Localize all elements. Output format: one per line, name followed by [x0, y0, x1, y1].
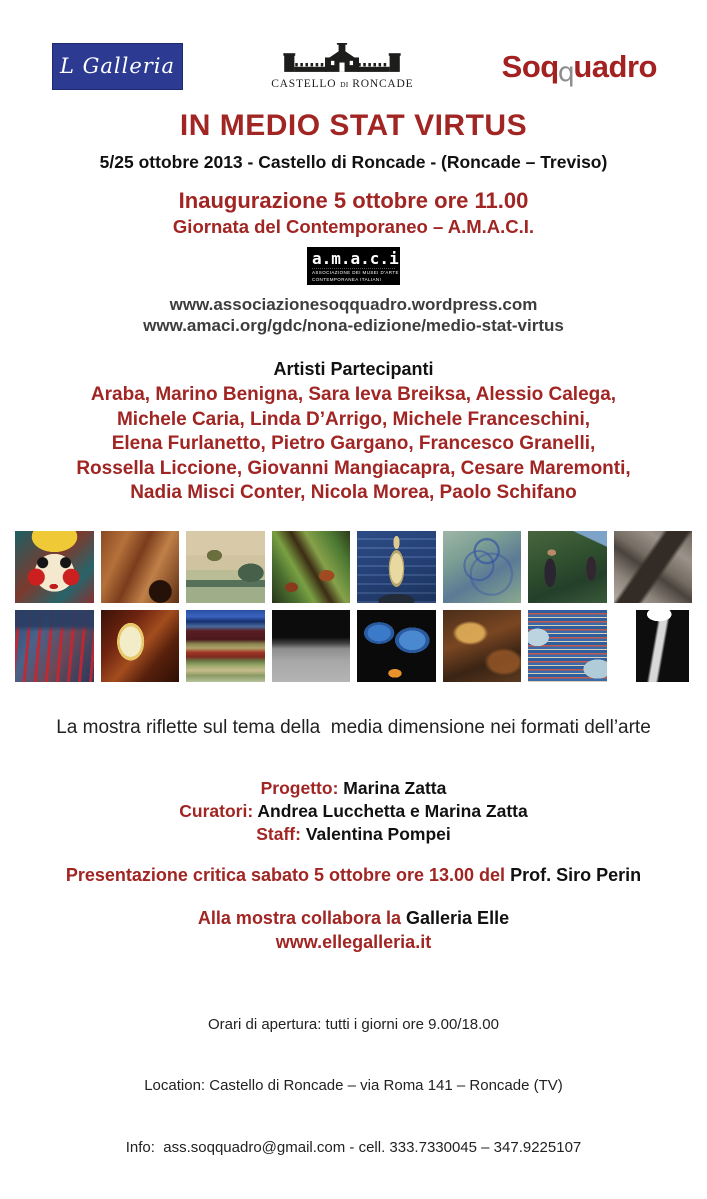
amaci-logo-text: a.m.a.c.i: [312, 250, 395, 269]
artwork-thumbnail-9: [15, 610, 94, 682]
credit-progetto: [0, 777, 707, 800]
artwork-thumbnail-12: [272, 610, 351, 682]
soqquadro-logo-part1: Soq: [502, 49, 559, 84]
artists-line-4: Rossella Liccione, Giovanni Mangiacapra, Cesare Maremonti,: [0, 457, 707, 482]
amaci-caption-line2: CONTEMPORANEA ITALIANI: [312, 277, 395, 283]
artwork-thumbnail-grid: [15, 531, 692, 682]
page-title: IN MEDIO STAT VIRTUS: [0, 109, 707, 143]
artwork-thumbnail-11: [186, 610, 265, 682]
artwork-thumbnail-7: [528, 531, 607, 603]
contact-info-line: Info: ass.soqquadro@gmail.com - cell. 333.7330045 – 347.9225107: [0, 1138, 707, 1159]
website-links: [0, 294, 707, 336]
collaboration-red-text: Alla mostra collabora la: [198, 908, 401, 928]
credit-progetto-label: Progetto:: [261, 778, 339, 798]
artists-list: [0, 383, 707, 506]
galleria-elle-logo: [52, 43, 183, 90]
collaboration-line: [0, 908, 707, 929]
presentation-professor-name: Prof. Siro Perin: [510, 865, 641, 885]
artwork-thumbnail-2: [101, 531, 180, 603]
galleria-elle-logo-text: L Galleria: [60, 54, 175, 78]
artwork-thumbnail-16: [614, 610, 693, 682]
amaci-caption-line1: ASSOCIAZIONE DEI MUSEI D'ARTE: [312, 270, 395, 276]
artwork-thumbnail-14: [443, 610, 522, 682]
artwork-thumbnail-15: [528, 610, 607, 682]
castello-di-roncade-logo: [267, 43, 417, 90]
artwork-thumbnail-1: [15, 531, 94, 603]
critical-presentation-line: [0, 865, 707, 886]
credit-curatori-label: Curatori:: [179, 801, 253, 821]
footer-info-block: [0, 974, 707, 1199]
castle-icon: [282, 43, 402, 77]
inauguration-line: Inaugurazione 5 ottobre ore 11.00: [0, 188, 707, 214]
castello-word: CASTELLO: [271, 78, 336, 90]
giornata-contemporaneo-line: Giornata del Contemporaneo – A.M.A.C.I.: [0, 216, 707, 238]
exhibition-theme-line: La mostra riflette sul tema della media dimensione nei formati dell’arte: [0, 717, 707, 739]
amaci-url-link[interactable]: www.amaci.org/gdc/nona-edizione/medio-stat-virtus: [0, 315, 707, 336]
credit-progetto-value: Marina Zatta: [343, 778, 446, 798]
castello-word-roncade: RONCADE: [352, 78, 413, 90]
location-line: Location: Castello di Roncade – via Roma 141 – Roncade (TV): [0, 1076, 707, 1097]
artwork-thumbnail-13: [357, 610, 436, 682]
credit-staff-value: Valentina Pompei: [306, 824, 451, 844]
artists-line-1: Araba, Marino Benigna, Sara Ieva Breiksa, Alessio Calega,: [0, 383, 707, 408]
credit-curatori-value: Andrea Lucchetta e Marina Zatta: [257, 801, 527, 821]
castello-word-di: DI: [340, 80, 349, 89]
ellegalleria-url-link[interactable]: www.ellegalleria.it: [0, 932, 707, 953]
artwork-thumbnail-4: [272, 531, 351, 603]
soqquadro-logo: [502, 51, 657, 82]
soqquadro-logo-gray-q: q: [558, 57, 575, 88]
credits-block: [0, 777, 707, 846]
artwork-thumbnail-6: [443, 531, 522, 603]
artwork-thumbnail-8: [614, 531, 693, 603]
artists-heading: Artisti Partecipanti: [0, 359, 707, 380]
credit-staff-label: Staff:: [256, 824, 301, 844]
artwork-thumbnail-10: [101, 610, 180, 682]
artists-line-2: Michele Caria, Linda D’Arrigo, Michele Franceschini,: [0, 408, 707, 433]
artists-line-3: Elena Furlanetto, Pietro Gargano, Francesco Granelli,: [0, 432, 707, 457]
soqquadro-url-link[interactable]: www.associazionesoqquadro.wordpress.com: [0, 294, 707, 315]
soqquadro-logo-part3: uadro: [573, 49, 657, 84]
artwork-thumbnail-5: [357, 531, 436, 603]
exhibition-dates-line: 5/25 ottobre 2013 - Castello di Roncade - (Roncade – Treviso): [0, 152, 707, 173]
logos-header: [0, 0, 707, 92]
castello-di-roncade-logo-text: [267, 78, 417, 90]
opening-hours-line: Orari di apertura: tutti i giorni ore 9.00/18.00: [0, 1015, 707, 1036]
credit-staff: [0, 823, 707, 846]
amaci-logo: [307, 247, 400, 285]
presentation-red-text: Presentazione critica sabato 5 ottobre ore 13.00 del: [66, 865, 505, 885]
artists-line-5: Nadia Misci Conter, Nicola Morea, Paolo Schifano: [0, 481, 707, 506]
artwork-thumbnail-3: [186, 531, 265, 603]
credit-curatori: [0, 800, 707, 823]
collaboration-gallery-name: Galleria Elle: [406, 908, 509, 928]
